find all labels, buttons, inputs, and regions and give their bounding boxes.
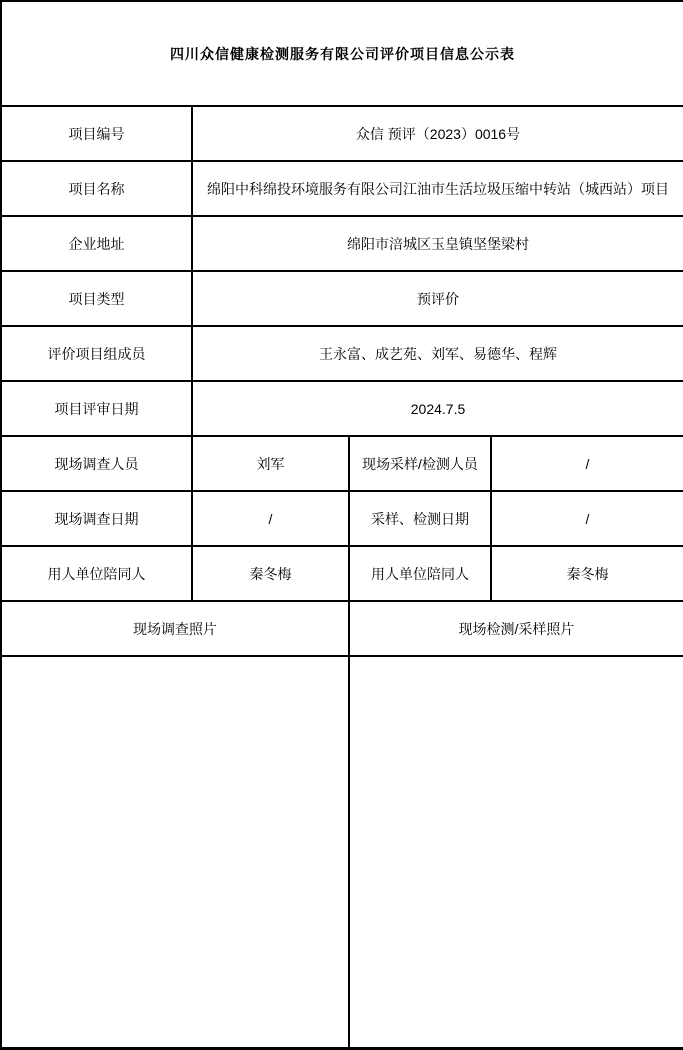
table-row-company-address: [1, 216, 683, 271]
table-row-project-name: [1, 161, 683, 216]
row-label: 用人单位陪同人: [1, 546, 192, 601]
photo-area-left: [1, 656, 349, 1049]
row-value: 秦冬梅: [491, 546, 683, 601]
table-row-project-number: [1, 106, 683, 161]
photo-caption-left: 现场调查照片: [1, 601, 349, 656]
page-title: 四川众信健康检测服务有限公司评价项目信息公示表: [1, 1, 683, 106]
row-value: 预评价: [192, 271, 683, 326]
row-label: 现场调查人员: [1, 436, 192, 491]
table-row-team-members: [1, 326, 683, 381]
table-row-survey-personnel: [1, 436, 683, 491]
row-value: /: [491, 436, 683, 491]
row-label: 企业地址: [1, 216, 192, 271]
row-label: 现场调查日期: [1, 491, 192, 546]
row-label: 现场采样/检测人员: [349, 436, 491, 491]
row-value: /: [192, 491, 349, 546]
row-label: 项目编号: [1, 106, 192, 161]
row-value: 王永富、成艺苑、刘军、易德华、程辉: [192, 326, 683, 381]
row-value: /: [491, 491, 683, 546]
photo-area-row: [1, 656, 683, 1049]
row-label: 采样、检测日期: [349, 491, 491, 546]
row-value: 绵阳市涪城区玉皇镇坚堡梁村: [192, 216, 683, 271]
photo-area-right: [349, 656, 683, 1049]
table-row-review-date: [1, 381, 683, 436]
row-label: 项目评审日期: [1, 381, 192, 436]
row-label: 用人单位陪同人: [349, 546, 491, 601]
table-row-survey-date: [1, 491, 683, 546]
photo-caption-row: [1, 601, 683, 656]
row-label: 项目名称: [1, 161, 192, 216]
title-row: [1, 1, 683, 106]
row-value: 2024.7.5: [192, 381, 683, 436]
row-label: 评价项目组成员: [1, 326, 192, 381]
row-value: 众信 预评（2023）0016号: [192, 106, 683, 161]
table-row-project-type: [1, 271, 683, 326]
photo-caption-right: 现场检测/采样照片: [349, 601, 683, 656]
row-value: 秦冬梅: [192, 546, 349, 601]
row-label: 项目类型: [1, 271, 192, 326]
row-value: 绵阳中科绵投环境服务有限公司江油市生活垃圾压缩中转站（城西站）项目: [192, 161, 683, 216]
row-value: 刘军: [192, 436, 349, 491]
table-row-employer-escort: [1, 546, 683, 601]
